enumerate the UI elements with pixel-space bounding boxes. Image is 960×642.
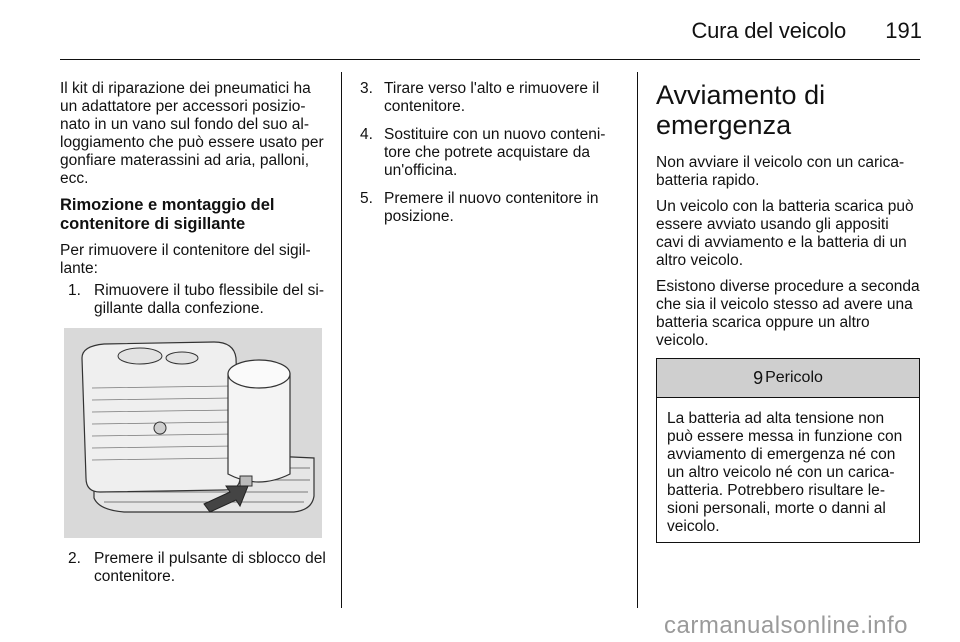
column-1: [60, 80, 326, 596]
paragraph: Un veicolo con la batteria scarica può essere avviato usando gli appositi cavi di avviamento e la batteria di un altro veicolo.: [656, 198, 914, 269]
sealant-compressor-illustration: [64, 328, 322, 538]
step-text: Tirare verso l'alto e rimuovere il contenitore.: [384, 80, 600, 115]
header-rule: [60, 59, 920, 60]
steps-list-1b: [68, 550, 326, 586]
step-number: 5.: [360, 190, 373, 207]
column-divider-1: [341, 72, 342, 608]
step-text: Premere il pulsante di sblocco del contenitore.: [94, 550, 326, 585]
step-number: 4.: [360, 126, 373, 143]
danger-warning-box: [656, 358, 920, 543]
list-item: [360, 190, 618, 226]
page-header-title: Cura del veicolo: [691, 18, 846, 43]
step-number: 3.: [360, 80, 373, 97]
paragraph: Non avviare il veicolo con un caricabatteria rapido.: [656, 154, 905, 189]
list-item: [68, 550, 326, 586]
warning-text: La batteria ad alta tensione non può essere messa in funzione con avviamento di emergenza né con un altro veicolo né con un caricabatteria. Potrebbero risultare lesioni personali, morte o danni al veicolo.: [667, 410, 903, 535]
column-divider-2: [637, 72, 638, 608]
step-text: Rimuovere il tubo flessibile del sigillante dalla confezione.: [94, 282, 325, 317]
section-subheading: Rimozione e montaggio del contenitore di sigillante: [60, 196, 275, 233]
section-heading: Avviamento di emergenza: [656, 80, 826, 140]
page-number: 191: [885, 18, 922, 43]
watermark: carmanualsonline.info: [664, 612, 908, 639]
list-item: [68, 282, 326, 318]
step-number: 2.: [68, 550, 81, 567]
steps-list-2: [360, 80, 618, 226]
step-text: Premere il nuovo contenitore in posizione.: [384, 190, 599, 225]
list-item: [360, 126, 618, 180]
steps-list-1: [68, 282, 326, 318]
procedure-lead: Per rimuovere il contenitore del sigillante:: [60, 242, 311, 277]
column-2: [360, 80, 618, 236]
warning-title: Pericolo: [765, 369, 823, 386]
paragraph: Esistono diverse procedure a seconda che sia il veicolo stesso ad avere una batteria scarica oppure un altro veicolo.: [656, 278, 920, 349]
step-text: Sostituire con un nuovo contenitore che potrete acquistare da un'officina.: [384, 126, 606, 179]
warning-triangle-icon: 9: [753, 368, 764, 388]
column-3: [656, 80, 920, 543]
list-item: [360, 80, 618, 116]
warning-header: [657, 359, 919, 398]
intro-paragraph: Il kit di riparazione dei pneumatici ha un adattatore per accessori posizionato in un vano sul fondo del suo alloggiamento che può essere usato per gonfiare materassini ad aria, palloni, ecc.: [60, 80, 324, 187]
step-number: 1.: [68, 282, 81, 299]
